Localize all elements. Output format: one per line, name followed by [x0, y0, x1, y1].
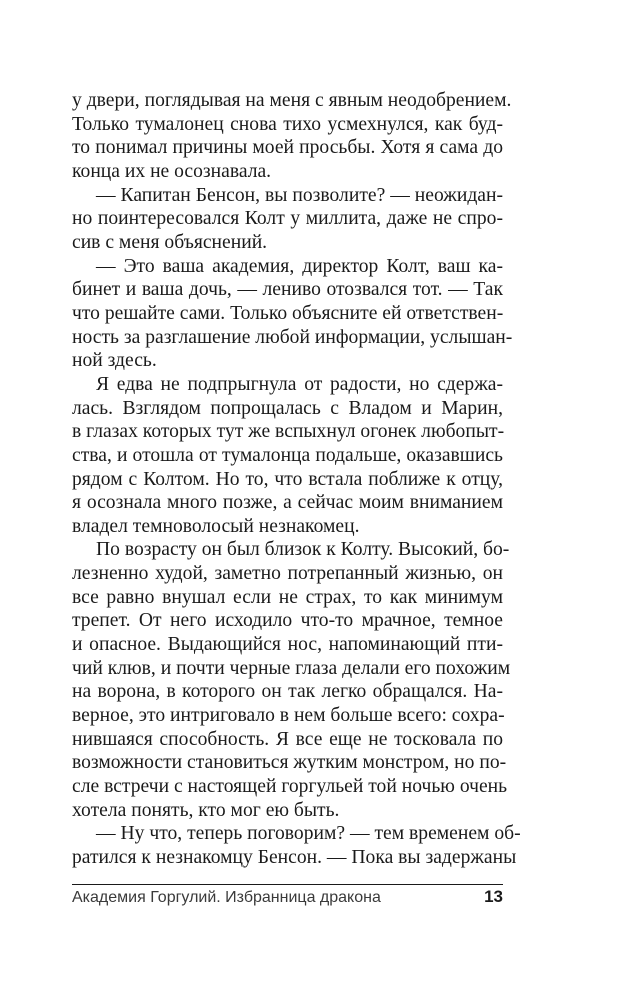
- text-line: верное, это интриговало в нем больше всего: сохра-: [72, 705, 505, 727]
- text-line: — Ну что, теперь поговорим? — тем временем об-: [96, 823, 521, 845]
- text-line: бинет и ваша дочь, — лениво отозвался тот. — Так: [72, 279, 503, 301]
- text-line: — Это ваша академия, директор Колт, ваш ка-: [96, 255, 503, 277]
- text-line: — Капитан Бенсон, вы позволите? — неожидан-: [96, 184, 503, 206]
- text-line: на ворона, в которого он так легко обращался. На-: [72, 681, 503, 703]
- text-line: ность за разглашение любой информации, услышан-: [72, 326, 513, 348]
- text-line: лась. Взглядом попрощалась с Владом и Марин,: [72, 397, 503, 419]
- text-line: чий клюв, и почти черные глаза делали его похожим: [72, 657, 511, 679]
- footer-divider: [72, 884, 503, 885]
- text-line: трепет. От него исходило что-то мрачное, темное: [72, 610, 503, 632]
- text-line: ной здесь.: [72, 350, 157, 372]
- running-footer-title: Академия Горгулий. Избранница дракона: [72, 889, 381, 906]
- text-line: то понимал причины моей просьбы. Хотя я сама до: [72, 137, 503, 159]
- text-line: По возрасту он был близок к Колту. Высокий, бо-: [96, 539, 510, 561]
- text-line: возможности становиться жутким монстром, но по-: [72, 752, 507, 774]
- text-line: рядом с Колтом. Но то, что встала поближе к отцу,: [72, 468, 503, 490]
- text-line: и опасное. Выдающийся нос, напоминающий пти-: [72, 634, 503, 656]
- text-line: конца их не осознавала.: [72, 160, 272, 182]
- text-line: что решайте сами. Только объясните ей ответствен-: [72, 302, 504, 324]
- text-line: владел темноволосый незнакомец.: [72, 515, 360, 537]
- text-line: ратился к незнакомцу Бенсон. — Пока вы задержаны: [72, 847, 517, 868]
- text-line: у двери, поглядывая на меня с явным неодобрением.: [72, 90, 512, 111]
- text-line: ства, и отошла от тумалонца подальше, оказавшись: [72, 444, 503, 466]
- text-line: все равно внушал если не страх, то как минимум: [72, 586, 503, 608]
- page-body-text: [72, 89, 521, 870]
- text-line: хотела понять, кто мог ею быть.: [72, 799, 340, 821]
- page-number: 13: [484, 887, 503, 906]
- text-line: Только тумалонец снова тихо усмехнулся, как буд-: [72, 113, 503, 135]
- text-line: в глазах которых тут же вспыхнул огонек любопыт-: [72, 421, 505, 443]
- text-line: лезненно худой, заметно потрепанный жизнью, он: [72, 563, 503, 585]
- text-line: Я едва не подпрыгнула от радости, но сдержа-: [96, 373, 503, 395]
- text-line: сле встречи с настоящей горгульей той ночью очень: [72, 776, 508, 798]
- text-line: нившаяся способность. Я все еще не тосковала по: [72, 728, 503, 750]
- text-line: сив с меня объяснений.: [72, 231, 268, 253]
- text-line: но поинтересовался Колт у миллита, даже не спро-: [72, 208, 503, 230]
- text-line: я осознала много позже, а сейчас моим вниманием: [72, 492, 503, 514]
